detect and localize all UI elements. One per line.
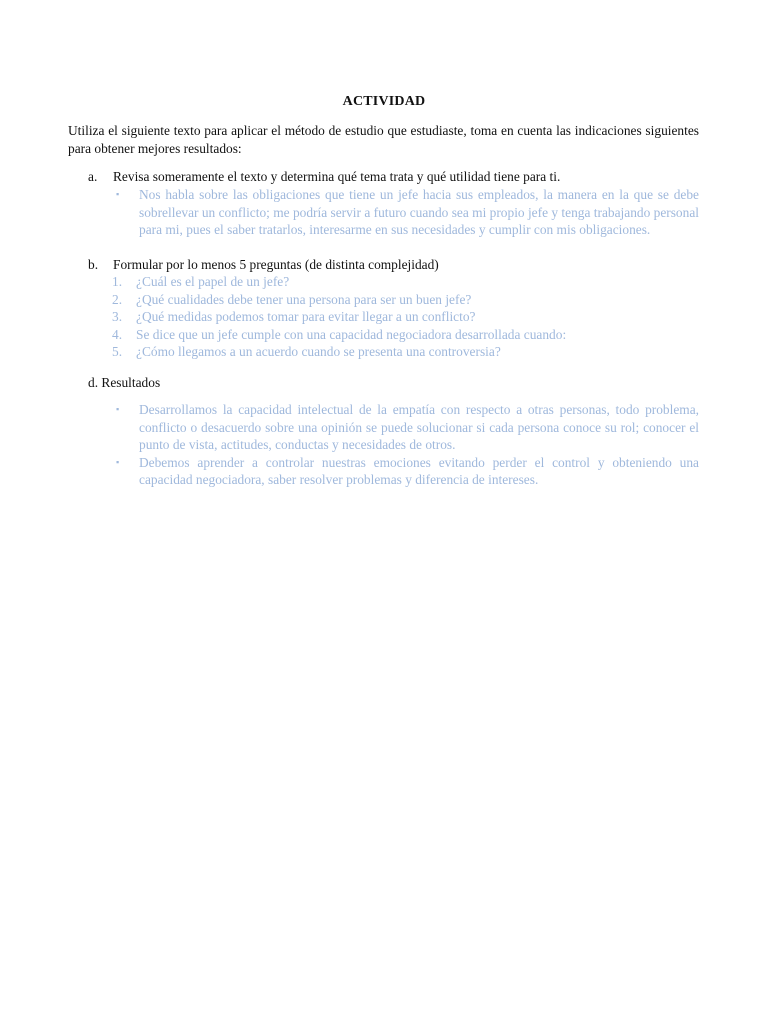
section-a-answers xyxy=(116,186,699,239)
intro-paragraph: Utiliza el siguiente texto para aplicar el método de estudio que estudiaste, toma en cuenta las indicaciones siguientes para obtener mejores resultados: xyxy=(68,123,699,156)
section-b-marker: b. xyxy=(88,257,99,272)
section-b-heading xyxy=(88,256,699,274)
square-bullet-icon: ▪ xyxy=(116,456,120,467)
question-number: 5. xyxy=(112,344,123,360)
section-a-answer-text: Nos habla sobre las obligaciones que tiene un jefe hacia sus empleados, la manera en la que se debe sobrellevar un conflicto; me podría servir a futuro cuando sea mi propio jefe y tenga trabajando personal para mi, pues el saber tratarlos, interesarme en sus necesidades y cumplir con mis obligaciones. xyxy=(139,187,699,237)
square-bullet-icon: ▪ xyxy=(116,189,120,199)
section-d-heading: d. Resultados xyxy=(88,375,161,390)
list-item xyxy=(112,343,699,361)
question-number: 4. xyxy=(112,326,123,342)
section-a-marker: a. xyxy=(88,169,98,184)
list-item xyxy=(116,186,699,239)
list-item xyxy=(112,273,699,291)
question-text: ¿Qué cualidades debe tener una persona para ser un buen jefe? xyxy=(136,291,472,307)
question-list xyxy=(112,273,699,361)
question-text: Se dice que un jefe cumple con una capacidad negociadora desarrollada cuando: xyxy=(136,326,567,342)
question-text: ¿Cómo llegamos a un acuerdo cuando se presenta una controversia? xyxy=(136,344,501,360)
result-text: Debemos aprender a controlar nuestras emociones evitando perder el control y obteniendo una capacidad negociadora, saber resolver problemas y diferencia de intereses. xyxy=(139,454,699,487)
question-text: ¿Qué medidas podemos tomar para evitar llegar a un conflicto? xyxy=(136,309,476,325)
section-a-heading xyxy=(88,168,699,186)
question-number: 3. xyxy=(112,309,123,325)
list-item xyxy=(112,326,699,344)
list-item xyxy=(112,308,699,326)
section-b-heading-text: Formular por lo menos 5 preguntas (de distinta complejidad) xyxy=(113,257,439,272)
list-item xyxy=(112,291,699,309)
page-title: ACTIVIDAD xyxy=(342,94,426,109)
section-a-heading-text: Revisa someramente el texto y determina qué tema trata y qué utilidad tiene para ti. xyxy=(113,169,561,184)
list-item xyxy=(116,454,699,489)
question-number: 1. xyxy=(112,274,123,289)
section-d-results xyxy=(116,401,699,489)
result-text: Desarrollamos la capacidad intelectual de la empatía con respecto a otras personas, todo problema, conflicto o desacuerdo sobre una opinión se puede solucionar si cada persona conoce su rol; conocer el punto de vista, actitudes, conductas y necesidades de otros. xyxy=(139,402,699,452)
square-bullet-icon: ▪ xyxy=(116,404,120,414)
list-item xyxy=(116,401,699,454)
question-number: 2. xyxy=(112,291,123,307)
question-text: ¿Cuál es el papel de un jefe? xyxy=(136,274,290,289)
